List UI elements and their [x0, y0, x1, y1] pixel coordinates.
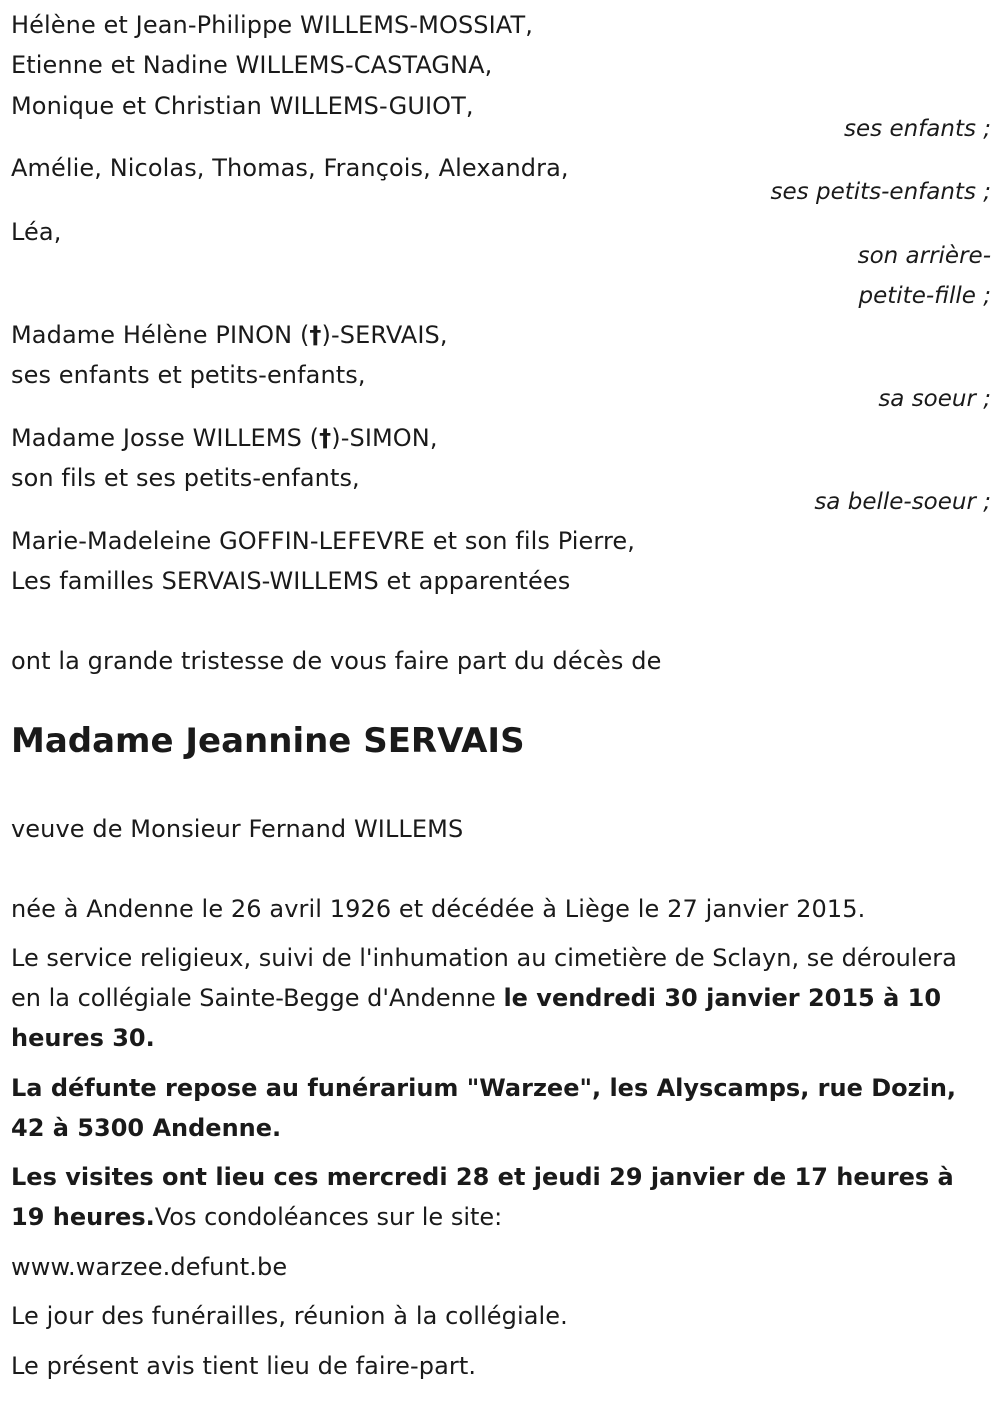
relationship-label-grandchildren: ses petits-enfants ; — [770, 179, 991, 205]
sister-in-law-name-before: Madame Josse WILLEMS ( — [11, 424, 320, 452]
sister-line — [11, 315, 448, 355]
visits-schedule: Les visites ont lieu ces mercredi 28 et jeudi 29 janvier de 17 heures à 19 heures. — [11, 1163, 954, 1231]
condolences-text: Vos condoléances sur le site: — [154, 1203, 503, 1231]
notice-text: Le présent avis tient lieu de faire-part. — [11, 1352, 477, 1380]
great-granddaughter-line: Léa, — [11, 218, 62, 246]
sister-in-law-line — [11, 418, 438, 458]
sister-name-before: Madame Hélène PINON ( — [11, 321, 310, 349]
relationship-label-great-granddaughter-1: son arrière- — [857, 243, 991, 269]
visits-paragraph — [11, 1157, 991, 1237]
sister-family-line: ses enfants et petits-enfants, — [11, 361, 366, 389]
deceased-name: Madame Jeannine SERVAIS — [11, 721, 525, 761]
sister-name-after: )-SERVAIS, — [321, 321, 448, 349]
birth-death-text: née à Andenne le 26 avril 1926 et décédée à Liège le 27 janvier 2015. — [11, 895, 866, 923]
sister-in-law-family-line: son fils et ses petits-enfants, — [11, 464, 360, 492]
service-date: le vendredi 30 janvier 2015 à 10 heures 30. — [11, 984, 942, 1052]
child-line: Monique et Christian WILLEMS-GUIOT, — [11, 92, 474, 120]
service-text: Le service religieux, suivi de l'inhumation au cimetière de Sclayn, se déroulera en la collégiale Sainte-Begge d'Andenne — [11, 944, 957, 1012]
child-line: Hélène et Jean-Philippe WILLEMS-MOSSIAT, — [11, 11, 533, 39]
relationship-label-children: ses enfants ; — [844, 116, 991, 142]
announcement-text: ont la grande tristesse de vous faire part du décès de — [11, 647, 662, 675]
website-link[interactable]: www.warzee.defunt.be — [11, 1253, 288, 1281]
service-paragraph — [11, 938, 991, 1058]
meeting-text: Le jour des funérailles, réunion à la collégiale. — [11, 1302, 568, 1330]
funeral-home-paragraph: La défunte repose au funérarium "Warzee", les Alyscamps, rue Dozin, 42 à 5300 Andenne. — [11, 1074, 957, 1142]
cross-icon: † — [309, 321, 322, 349]
relationship-label-great-granddaughter-2: petite-fille ; — [858, 283, 991, 309]
other-family-line: Marie-Madeleine GOFFIN-LEFEVRE et son fils Pierre, — [11, 527, 635, 555]
widow-of-text: veuve de Monsieur Fernand WILLEMS — [11, 815, 464, 843]
grandchildren-line: Amélie, Nicolas, Thomas, François, Alexandra, — [11, 154, 569, 182]
child-line: Etienne et Nadine WILLEMS-CASTAGNA, — [11, 51, 493, 79]
other-family-line: Les familles SERVAIS-WILLEMS et apparentées — [11, 567, 571, 595]
sister-in-law-name-after: )-SIMON, — [331, 424, 438, 452]
obituary-notice — [11, 0, 991, 1401]
relationship-label-sister: sa soeur ; — [878, 386, 991, 412]
cross-icon: † — [319, 424, 332, 452]
relationship-label-sister-in-law: sa belle-soeur ; — [814, 489, 991, 515]
